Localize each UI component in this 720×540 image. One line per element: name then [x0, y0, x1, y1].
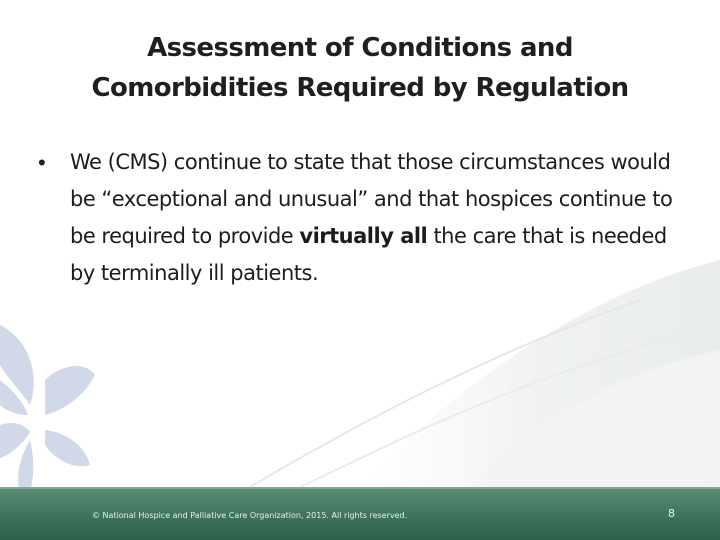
leaf-logo-icon	[0, 320, 95, 510]
slide-title	[40, 28, 680, 108]
bullet-item	[34, 144, 694, 292]
title-line-1: Assessment of Conditions and	[147, 33, 573, 63]
page-number: 8	[668, 507, 675, 520]
bullet-text-part-2: the care that is needed by terminally ill patients.	[70, 224, 667, 285]
bullet-text	[70, 144, 694, 292]
slide-body	[34, 144, 694, 292]
bullet-emphasis: virtually all	[299, 224, 428, 248]
copyright-text: © National Hospice and Palliative Care Organization, 2015. All rights reserved.	[92, 511, 408, 520]
title-line-2: Comorbidities Required by Regulation	[91, 73, 629, 103]
bullet-dot-icon: •	[38, 150, 46, 175]
bullet-text-part-1: We (CMS) continue to state that those circumstances would be “exceptional and unusual” and that hospices continue to be required to provide	[70, 150, 673, 248]
footer-bar	[0, 487, 720, 540]
